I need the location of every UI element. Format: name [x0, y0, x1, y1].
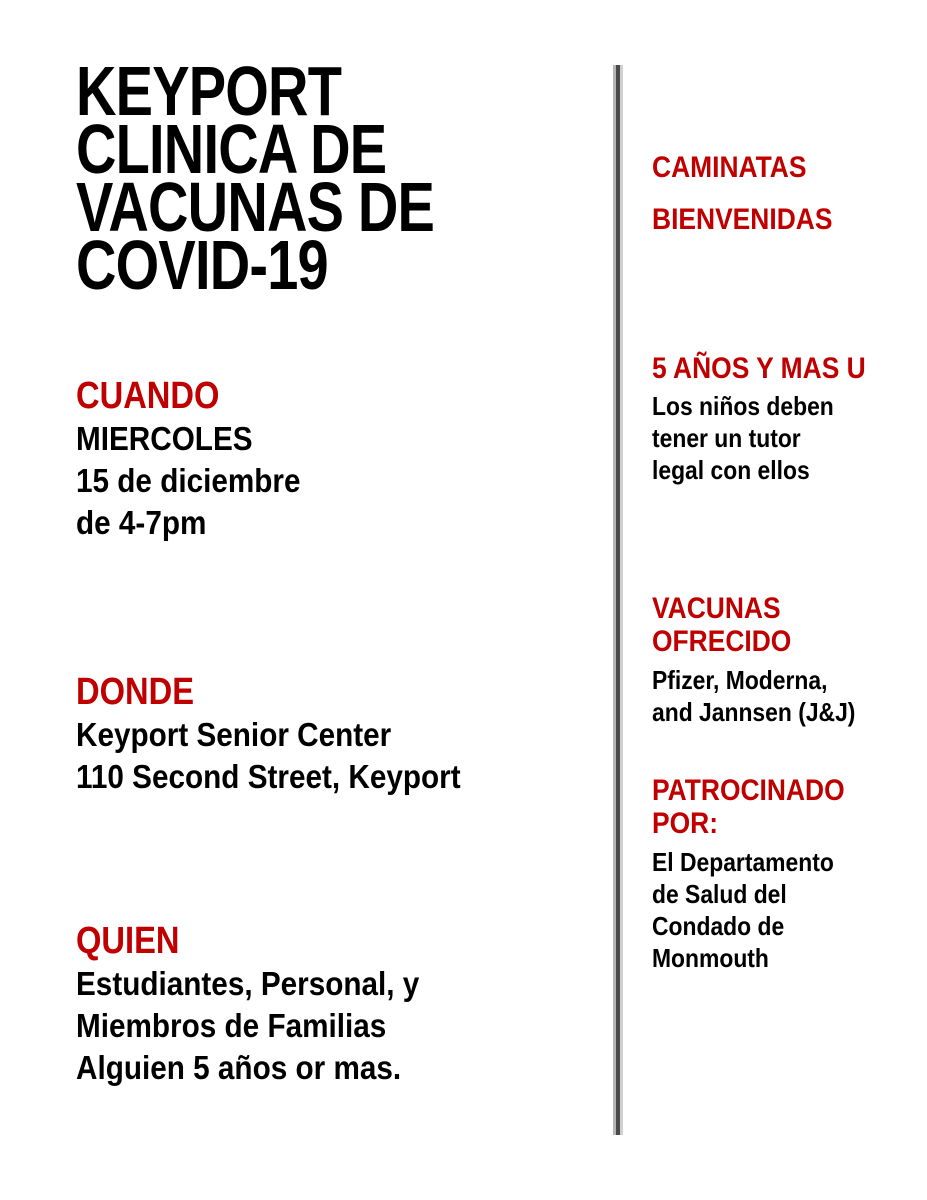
vaccines-details — [652, 664, 855, 728]
sponsor-heading-line-2: POR: — [652, 807, 718, 840]
sponsor-heading-line-1: PATROCINADO — [652, 774, 845, 807]
where-address: 110 Second Street, Keyport — [76, 758, 461, 795]
where-venue: Keyport Senior Center — [76, 716, 392, 753]
title-line-3: VACUNAS DE — [76, 168, 435, 246]
vaccines-line-2: and Jannsen (J&J) — [652, 697, 856, 727]
vaccines-heading-line-2: OFRECIDO — [652, 625, 792, 658]
sponsor-heading — [652, 774, 845, 840]
when-date: 15 de diciembre — [76, 462, 301, 499]
sponsor-line-2: de Salud del — [652, 879, 787, 909]
title-line-2: CLINICA DE — [76, 110, 387, 188]
when-heading: CUANDO — [76, 375, 220, 417]
when-day: MIERCOLES — [76, 420, 253, 457]
age-heading: 5 AÑOS Y MAS U — [652, 352, 866, 385]
when-time: de 4-7pm — [76, 504, 207, 541]
title-line-4: COVID-19 — [76, 226, 328, 304]
who-details — [76, 963, 419, 1089]
sponsor-line-4: Monmouth — [652, 943, 769, 973]
who-line-2: Miembros de Familias — [76, 1007, 387, 1044]
vaccines-heading-line-1: VACUNAS — [652, 592, 781, 625]
who-heading: QUIEN — [76, 920, 180, 962]
age-details — [652, 390, 834, 486]
walkins-line-2: BIENVENIDAS — [652, 203, 833, 236]
flyer-title — [76, 52, 492, 304]
vaccines-line-1: Pfizer, Moderna, — [652, 665, 828, 695]
age-line-2: tener un tutor — [652, 423, 801, 453]
column-divider — [613, 65, 623, 1135]
sponsor-line-1: El Departamento — [652, 847, 834, 877]
sponsor-line-3: Condado de — [652, 911, 785, 941]
when-details — [76, 418, 301, 544]
sponsor-details — [652, 846, 834, 974]
where-details — [76, 714, 461, 798]
walkins-line-1: CAMINATAS — [652, 151, 807, 184]
walkins-heading — [652, 142, 832, 246]
age-line-3: legal con ellos — [652, 455, 810, 485]
vaccines-heading — [652, 592, 791, 658]
title-line-1: KEYPORT — [76, 52, 342, 130]
where-heading: DONDE — [76, 671, 195, 713]
who-line-3: Alguien 5 años or mas. — [76, 1049, 402, 1086]
who-line-1: Estudiantes, Personal, y — [76, 965, 420, 1002]
age-line-1: Los niños deben — [652, 391, 834, 421]
